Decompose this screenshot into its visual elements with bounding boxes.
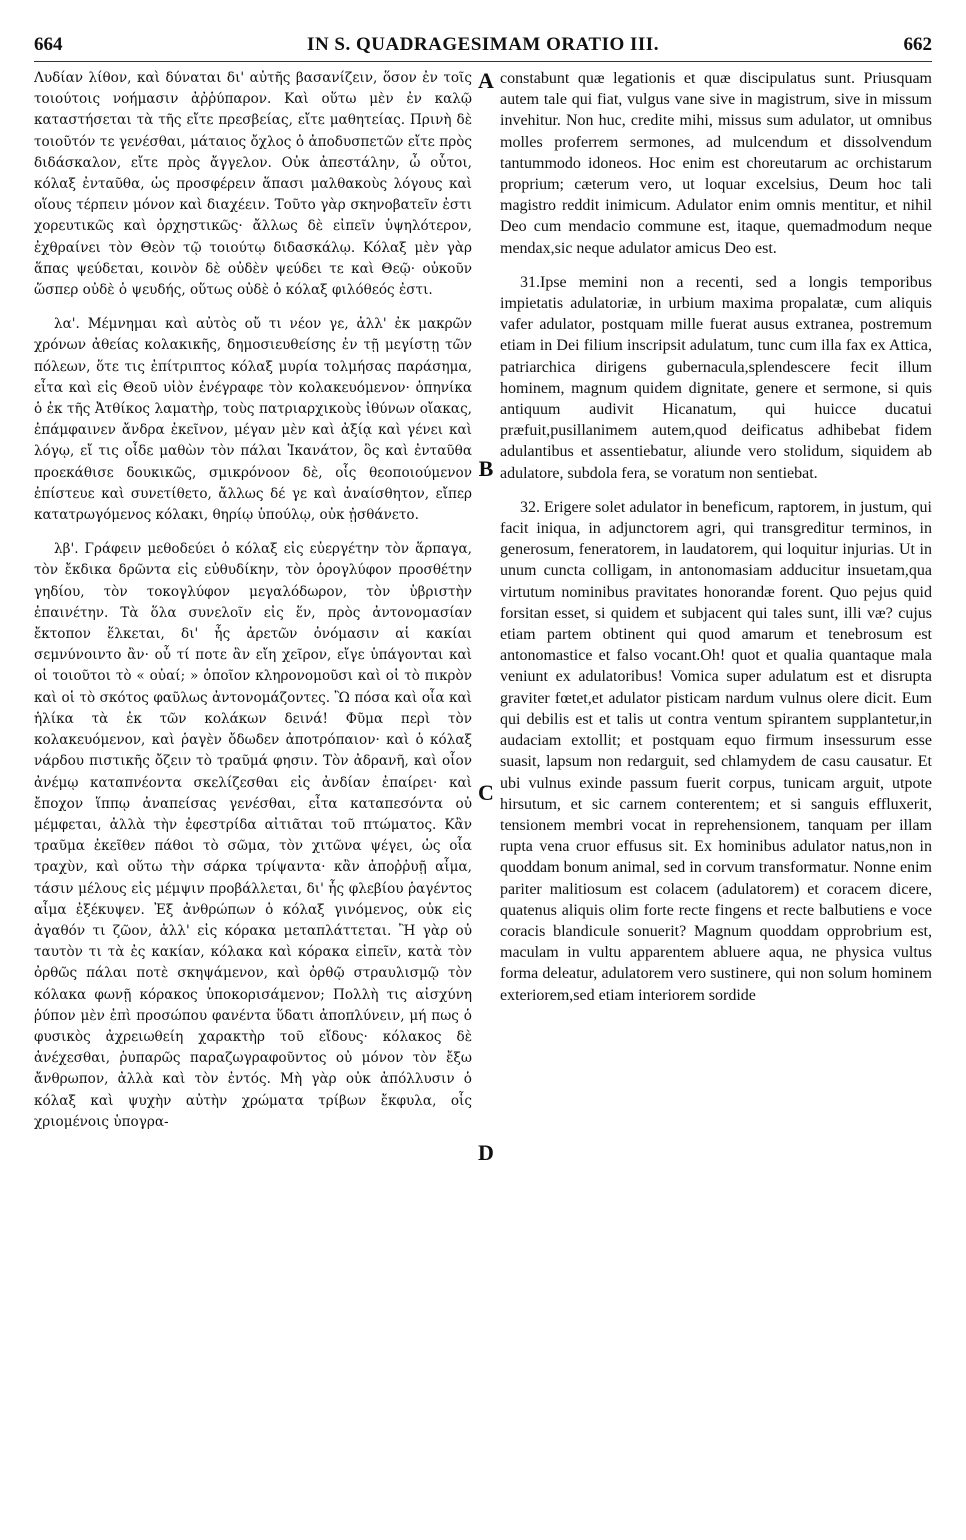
margin-marker-d: D bbox=[478, 1140, 494, 1165]
latin-paragraph-continued: constabunt quæ legationis et quæ discipulatus sunt. Priusquam autem tale qui fiat, vulgus vane sive in magistrum, sive in missum invehitur. Non huc, credite mihi, missus sum adulator, ut omnibus molles proferrem sermones, ad mulcendum et dissolvendum tantummodo idoneos. Hoc enim est choreutarum ac orchistarum proprium; cæterum vero, ut loquar excelsius, Deum hoc tali magistro reddit inimicum. Adulator enim omnis mentitur, et nihil Deo cum mendacio commune est, itaque, quemadmodum neque mendax,sic neque adulator amicus Deo est. bbox=[500, 70, 932, 257]
margin-marker-a: A bbox=[478, 68, 494, 93]
page-header bbox=[34, 34, 932, 58]
greek-paragraph-32: λβ'. Γράφειν μεθοδεύει ὁ κόλαξ εἰς εὐεργέτην τὸν ἅρπαγα, τὸν ἔκδικα δρῶντα εἰς εὐθυδίκην, τὸν ὁρογλύφον προσθέτην γηδίου, τὸν τοκογλύφον μεγαλόδωρον, τὸν ὑβριστὴν ἐπαινέτην. Τὰ ὅλα συνελοῖν εἰς ἕν, πρὸς ἀντονομασίαν ἔκτοπον ἕλκεται, δι' ἧς ἀρετῶν ὀνόμασιν αἱ κακίαι σεμνύνοιντο ἂν· οὗ τί ποτε ἂν εἴη χεῖρον, εἴγε ὑπάγονται καὶ οἱ τοιοῦτοι τὸ « οὐαί; » ὁποῖον κληρονομοῦσι καὶ οἱ τὸ πικρὸν καὶ οἱ τὸ σκότος φαῦλως ἀντονομάζοντες. Ὢ πόσα καὶ οἷα καὶ ἡλίκα τὰ ἐκ τῶν κολάκων δεινά! Φῦμα περὶ τὸν κολακευόμενον, καὶ ῥαγὲν ὄδωδεν ἀποτρόπαιον· καὶ ὁ κόλαξ νάρδου πιστικῆς ὄζειν τὸ τραῦμά φησιν. Τὸν ἀδρανῆ, καὶ οἷον ἀνέμῳ καταπνέοντα σκελίζεσθαι εἰς ἀνδίαν ἐπαίρει· καὶ ἔποχον ἵππῳ ἀναπείσας γενέσθαι, εἶτα καταπεσόντα οὐ μέμφεται, ἀλλὰ τὴν ἐφεστρίδα αἰτιᾶται τοῦ πτώματος. Κἂν τραῦμα ἐκεῖθεν πάθοι τὸ σῶμα, τὸν χιτῶνα ψέγει, ὡς οἷα τραχὺν, καὶ οὕτω τὴν σάρκα τρίψαντα· κἂν ἀποῤῥυῇ αἷμα, τάσιν μέλους εἰς μέμψιν προβάλλεται, δι' ἧς φλεβίου ῥαγέντος αἷμα ἐξέκυψεν. Ἐξ ἀνθρώπων ὁ κόλαξ γινόμενος, οὐκ εἰς ἀγαθόν τι ζῶον, ἀλλ' εἰς κόρακα μεταπλάττεται. Ἢ γὰρ οὐ ταυτὸν τι τὰ ἐς κακίαν, κόλακα καὶ κόρακα εἰπεῖν, κατὰ τὸν ὀρθῶς πάλαι ποτὲ σκηψάμενον, καὶ ὀρθῷ στραυλισμῷ τὸν κόλακα φωνῇ κόρακος ὑποκορισάμενον; Πολλὴ τις αἰσχύνη ῥύπον μὲν ἐπὶ προσώπου φανέντα ὕδατι ἀποπλύνειν, μή πως ὁ φυσικὸς ἀχρειωθείη χαρακτὴρ τοῦ εἴδους· κόλακος δὲ ἀνέχεσθαι, ῥυπαρῶς παραζωγραφοῦντος οὐ μόνον τὸν ἔξω ἄνθρωπον, ἀλλὰ καὶ τὸν ἐντός. Μὴ γὰρ οὐκ ἀπόλλυσιν ὁ κόλαξ καὶ ψυχὴν αὐτὴν χρώματα τρίβων ἔκφυλα, οἷς χριομένοις ὑπογρα- bbox=[34, 541, 472, 1130]
page-number-right: 662 bbox=[903, 34, 932, 55]
header-rule bbox=[34, 61, 932, 62]
latin-column bbox=[500, 68, 932, 1520]
greek-column bbox=[34, 68, 472, 1520]
page-number-left: 664 bbox=[34, 34, 63, 55]
running-title: IN S. QUADRAGESIMAM ORATIO III. bbox=[307, 34, 659, 55]
margin-marker-c: C bbox=[478, 780, 494, 805]
greek-paragraph-31: λα'. Μέμνημαι καὶ αὐτὸς οὔ τι νέον γε, ἀλλ' ἐκ μακρῶν χρόνων ἀθείας κολακικῆς, δημοσιευθείσης ἐν τῇ μεγίστῃ τῶν πόλεων, ὅτε τις ἐπίτριπτος κόλαξ μυρία τολμήσας παράσημα, εἶτα καὶ εἰς Θεοῦ υἱὸν ἐνέγραφε τὸν κολακευόμενον· ὁπηνίκα ὁ ἐκ τῆς Ἀτθίκος λαματὴρ, τοὺς πατριαρχικοὺς ἰθύνων οἴακας, ἐπάμφαινεν ἄνδρα ἐκεῖνον, μέγαν μὲν καὶ ἀξίᾳ καὶ γένει καὶ λόγῳ, εἴ τις οἶδε μαθὼν τὸν πάλαι Ἱκανάτον, ὃς καὶ ἐνταῦθα προεκάθισε δουκικῶς, σμικρόνοον δὲ, οἷς θεοποιούμενον ἐπίστευε καὶ συνετίθετο, ἄλλως δέ γε καὶ ἀναίσθητον, εἴπερ κατατρωγόμενος κόλακι, θηρίῳ ὑπούλῳ, οὐκ ᾐσθάνετο. bbox=[34, 316, 472, 524]
latin-paragraph-31: 31.Ipse memini non a recenti, sed a longis temporibus impietatis adulatoriæ, in urbium maxima propalatæ, cum aliquis vafer adulator, postquam mille fuerat ausus extranea, postremum etiam in Dei filium inscripsit adulatum, tunc cum illa fax ex Attica, patriarchica dirigens gubernacula,splendescere fecit illum hominem, magnum quidem dignitate, genere et sermone, si quis antiquum audivit Hicanatum, qui huicce ducatui præfuit,pusillanimem autem,quod deificatus adhibebat fidem adulantibus et assentiebatur, aliunde vero stolidum, siquidem ab adulatore, subdola fera, se voratum non sentiebat. bbox=[500, 273, 932, 482]
margin-marker-b: B bbox=[478, 456, 494, 481]
greek-paragraph-continued: Λυδίαν λίθον, καὶ δύναται δι' αὐτῆς βασανίζειν, ὅσον ἐν τοῖς τοιούτοις νοήμασιν ἀῤῥύπαρον. Καὶ οὕτω μὲν ἐν καλῷ καταστήσεται τὰ τῆς εἴτε πρεσβείας, εἴτε μαθητείας. Πρινὴ δὲ τοιοῦτόν τε γενέσθαι, μάταιος ὄχλος ὁ ἀποδυσπετῶν εἴτε πρὸς διδάσκαλον, εἴτε πρὸς ἄγγελον. Οὐκ ἀπεστάλην, ὦ οὗτοι, κόλαξ ἐνταῦθα, ὡς προσφέρειν ἅπασι μαλθακοὺς λόγους καὶ οἵους τέρπειν μόνον καὶ διαχέειν. Τοῦτο γὰρ σκηνοβατεῖν ἐστι χορευτικῶς καὶ ὀρχηστικῶς· ἄλλως δὲ εἰπεῖν ὑψηλότερον, ἐχθραίνει τὸν Θεὸν τῷ τοιούτῳ διδασκάλῳ. Κόλαξ μὲν γὰρ ἅπας ψεύδεται, κοινὸν δὲ οὐδὲν ψεύδει τε καὶ Θεῷ· οὐκοῦν ὥσπερ οὐδὲ ὁ ψευδής, οὕτως οὐδὲ ὁ κόλαξ φιλόθεός ἐστι. bbox=[34, 70, 472, 299]
latin-paragraph-32: 32. Erigere solet adulator in beneficum, raptorem, in justum, qui facit iniqua, in adjunctorem agri, qui transgreditur terminos, in generosum, feneratorem, in laudatorem, qui loquitur injurias. Ut in unum cuncta colligam, in antonomasiam adducitur insuetam,qua virtutum nominibus pravitates honorandæ forent. Quo pejus quid forsitan esset, si quidem et subjacent qui tales sunt, illi væ? cujus etiam partem obtinent qui quod amarum et tenebrosum est antonomastice et falso vocant.Oh! quot et qualia quantaque mala veniunt ex adulatoribus! Vomica super adulatum est et disrupta graviter fœtet,et adulator pisticam nardum vulnus olere dicit. Eum qui debilis est et talis ut contra ventum spirantem supplantetur,in audaciam extollit; et postquam equo firmum insessurum esse suasit, lapsum non redarguit, sed chlamydem de casu causatur. Et ubi vulnus exinde passum fuerit corpus, tunicam arguit, utpote hirsutum, et sic carnem conterentem; et si sanguis effluxerit, tensionem membri vocat in reprehensionem, tanquam per illam rupta vena cruor effusus sit. Ex hominibus adulator natus,non in quoddam bonum animal, sed in corvum transformatur. Nonne enim pariter malitiosum est colacem (adulatorem) et coracem dicere, quatenus aliquis olim forte recte fingens et recte balbutiens e voce coracis blandicule sonuerit? Magnum quoddam opprobrium est, maculam in vultu apparentem abluere aqua, ne physica vultus forma deleatur, adulatorem vero sustinere, qui non solum hominem exteriorem,sed etiam interiorem sordide bbox=[500, 498, 932, 1004]
